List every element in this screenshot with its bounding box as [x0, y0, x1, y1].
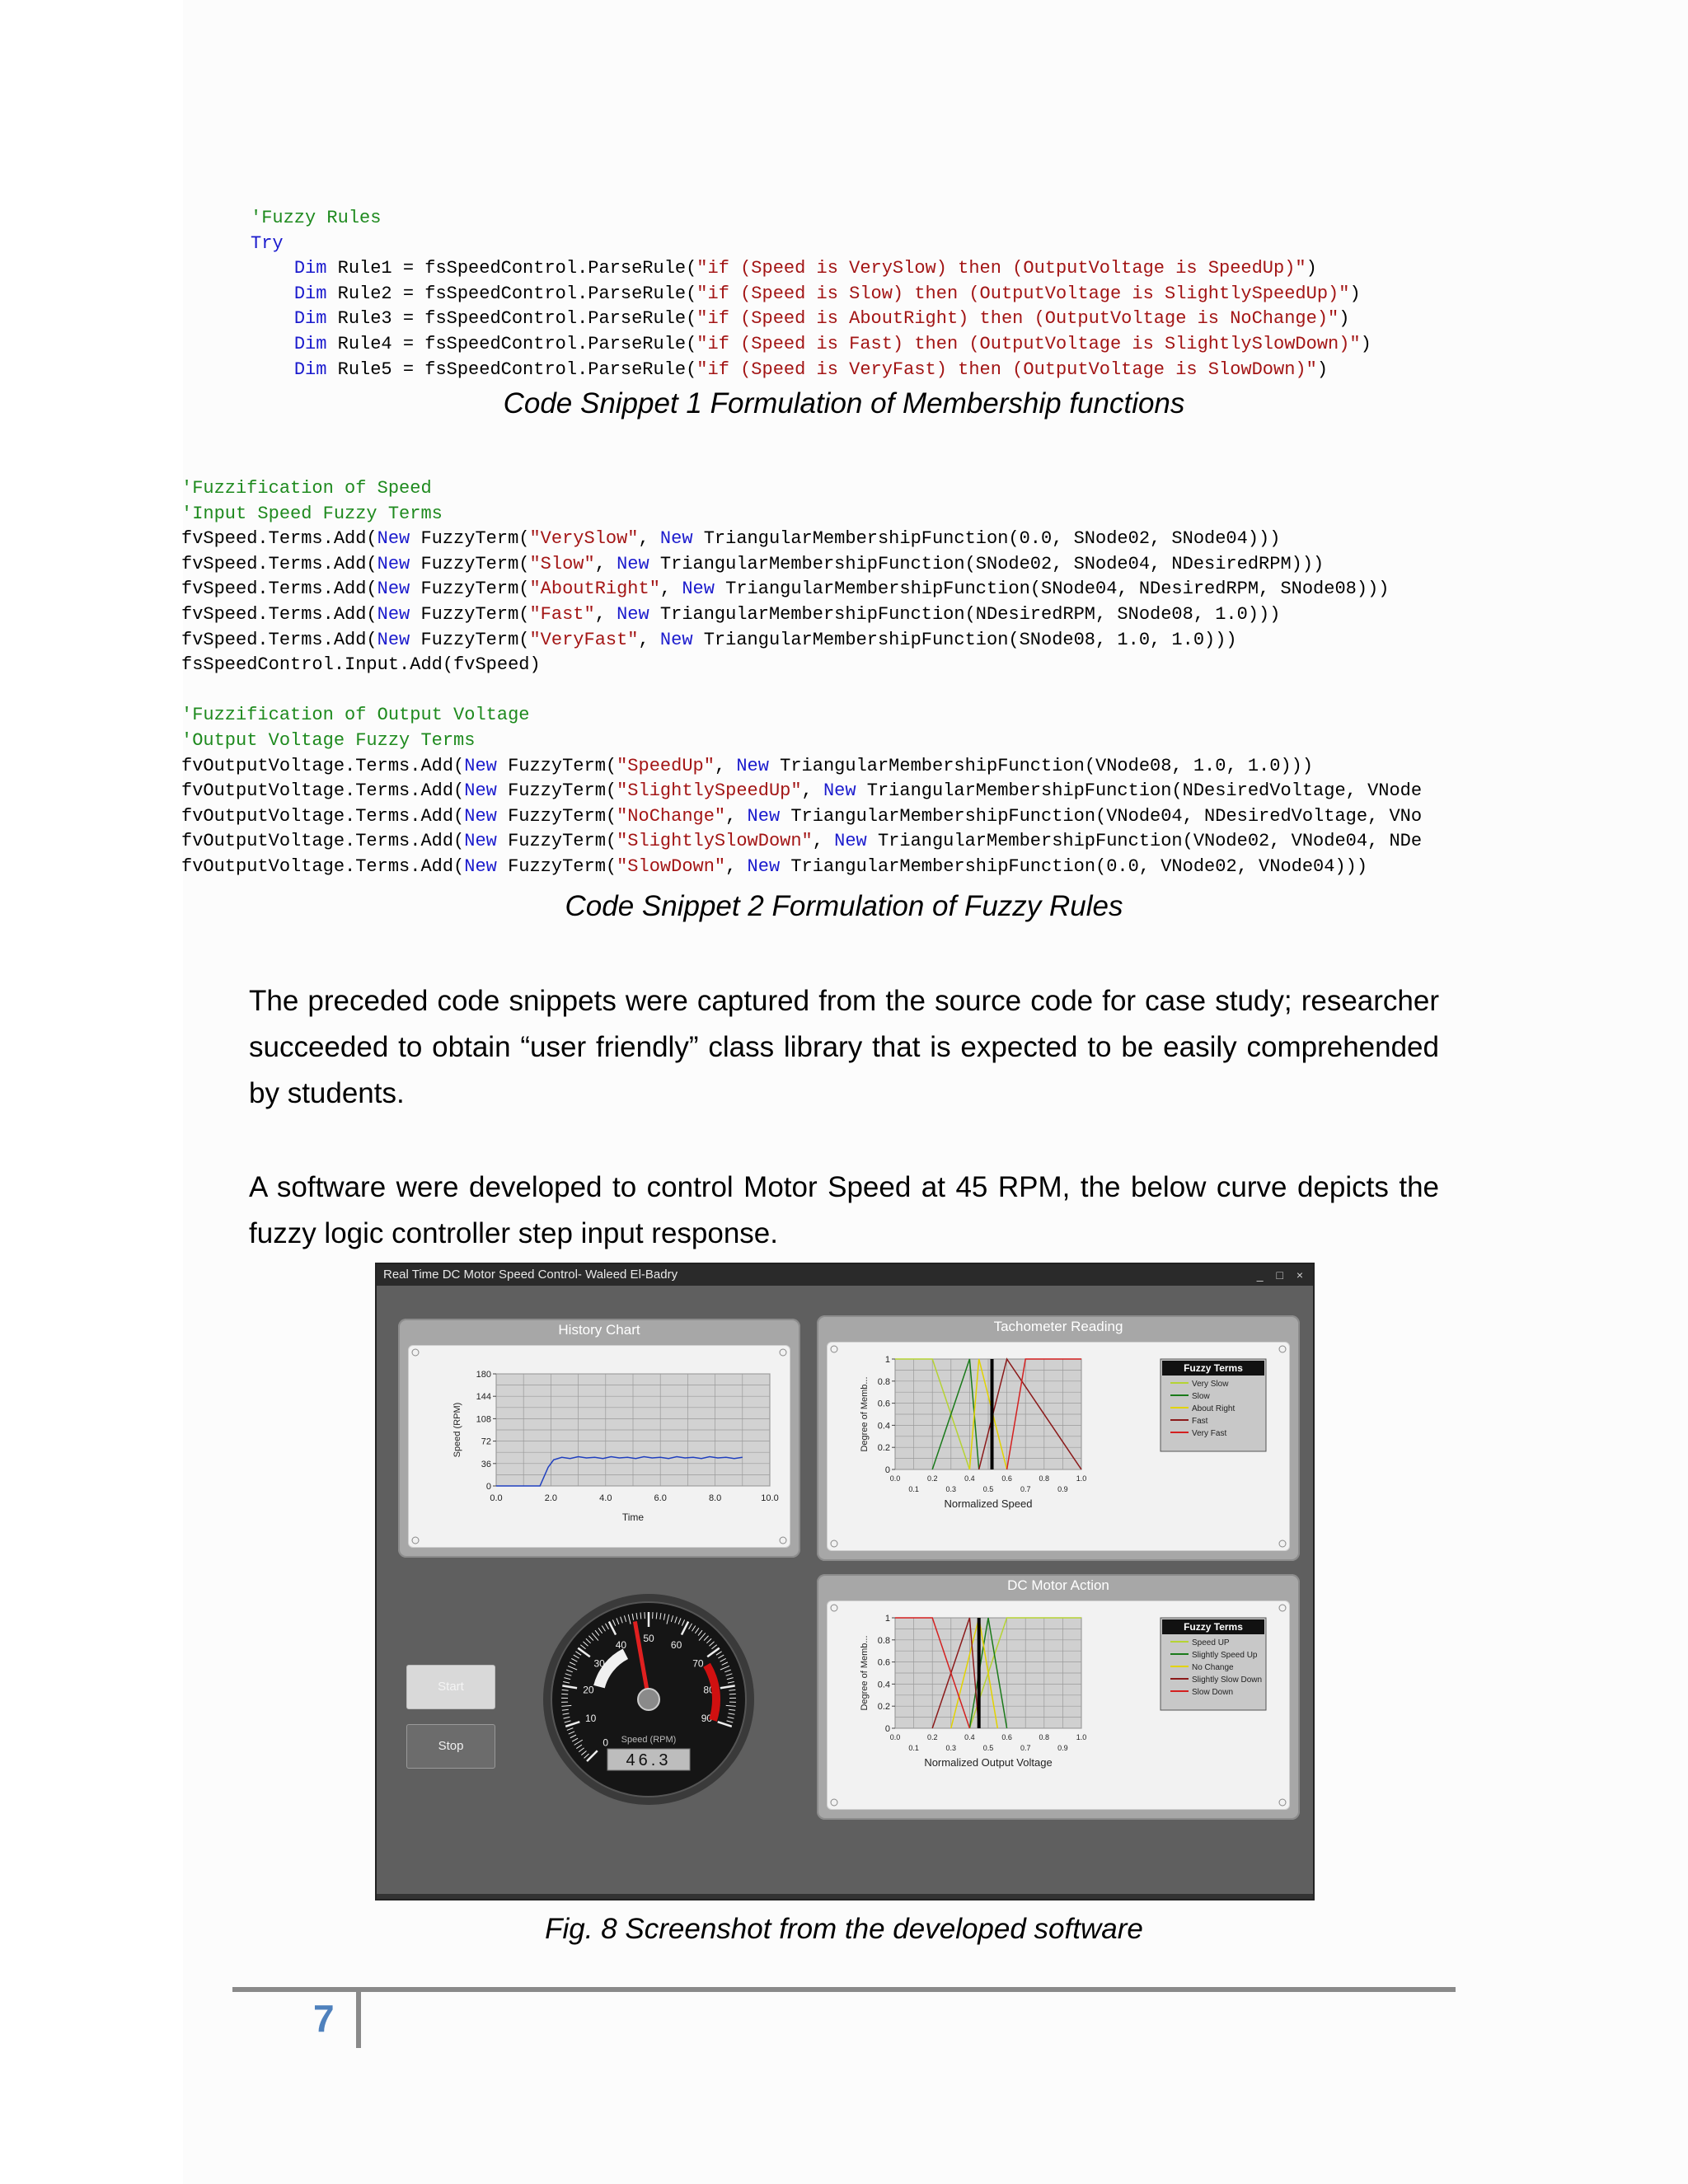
snippet1-line: [251, 282, 1372, 307]
code-indent: [251, 308, 294, 329]
code-token: New: [659, 629, 693, 650]
code-token: 'Fuzzification of Output Voltage: [181, 705, 530, 726]
gauge-tick-label: 50: [643, 1633, 654, 1644]
code-token: fvSpeed.Terms.Add(: [181, 579, 377, 600]
y-tick-label: 0.4: [877, 1680, 890, 1690]
code-token: Dim: [293, 258, 327, 279]
code-snippet-2: [181, 476, 1625, 880]
code-token: Rule3 = fsSpeedControl.ParseRule(: [326, 308, 697, 330]
code-token: TriangularMembershipFunction(SNode08, 1.0, 1.0))): [692, 629, 1237, 650]
code-token: fvOutputVoltage.Terms.Add(: [181, 805, 465, 827]
snippet1-line: [251, 358, 1372, 383]
y-tick-label: 0: [884, 1465, 890, 1475]
code-token: New: [659, 528, 693, 550]
code-indent: [251, 359, 294, 380]
x-tick-label: 8.0: [708, 1493, 722, 1503]
gauge-tick-label: 80: [703, 1684, 715, 1696]
x-axis-label: Normalized Output Voltage: [924, 1756, 1053, 1769]
code-token: ,: [594, 553, 617, 574]
code-token: TriangularMembershipFunction(0.0, SNode02, SNode04))): [692, 528, 1281, 550]
tachometer-panel-title: Tachometer Reading: [993, 1319, 1123, 1334]
x-tick-label: 0.2: [926, 1733, 938, 1741]
code-token: New: [682, 579, 715, 600]
snippet2-line: [181, 577, 1625, 602]
y-tick-label: 0: [884, 1724, 890, 1734]
y-tick-label: 72: [481, 1436, 491, 1447]
tachometer-panel-body: [827, 1342, 1290, 1551]
y-tick-label: 1: [884, 1614, 890, 1624]
y-tick-label: 0: [485, 1482, 491, 1492]
code-token: [181, 680, 192, 701]
stop-button[interactable]: Stop: [406, 1724, 495, 1769]
legend-entry: Speed UP: [1192, 1638, 1230, 1647]
snippet2-line: [181, 855, 1625, 880]
x-axis-label: Normalized Speed: [944, 1497, 1033, 1510]
x-tick-label: 10.0: [761, 1493, 779, 1503]
code-token: "Slow": [529, 553, 595, 574]
footer-rule: [232, 1987, 1456, 1992]
app-window: [375, 1263, 1315, 1900]
y-tick-label: 36: [481, 1459, 491, 1469]
y-tick-label: 1: [884, 1355, 890, 1365]
y-tick-label: 144: [476, 1392, 491, 1403]
code-token: Rule2 = fsSpeedControl.ParseRule(: [326, 283, 697, 304]
tachometer-panel: [817, 1315, 1300, 1561]
code-token: FuzzyTerm(: [496, 780, 617, 802]
screw-icon: [831, 1540, 837, 1547]
code-token: New: [464, 805, 497, 827]
code-token: New: [377, 553, 410, 574]
code-token: New: [464, 780, 497, 802]
code-token: "if (Speed is Fast) then (OutputVoltage is SlightlySlowDown)": [696, 333, 1361, 354]
code-token: ,: [714, 755, 737, 776]
app-bottom-bar: [377, 1894, 1313, 1899]
snippet2-line: [181, 779, 1625, 804]
code-token: ,: [594, 603, 617, 625]
x-tick-label: 0.4: [964, 1733, 975, 1741]
snippet2-line: [181, 829, 1625, 855]
app-title: Real Time DC Motor Speed Control- Waleed El-Badry: [383, 1268, 678, 1282]
x-tick-label: 0.9: [1057, 1744, 1068, 1752]
screw-icon: [780, 1349, 786, 1356]
x-tick-label: 0.2: [926, 1474, 938, 1483]
code-token: fvOutputVoltage.Terms.Add(: [181, 780, 465, 802]
snippet1-line: [251, 256, 1372, 282]
code-token: New: [464, 755, 497, 776]
code-token: New: [377, 528, 410, 550]
x-tick-label: 1.0: [1076, 1733, 1087, 1741]
code-snippet-1: [251, 206, 1372, 382]
code-token: "SlowDown": [617, 855, 726, 877]
gauge-tick-label: 0: [603, 1736, 609, 1749]
x-tick-label: 0.1: [908, 1744, 919, 1752]
x-tick-label: 0.1: [908, 1485, 919, 1493]
code-token: "VeryFast": [529, 629, 639, 650]
code-token: fsSpeedControl.Input.Add(fvSpeed): [181, 654, 541, 676]
gauge-tick-label: 90: [701, 1712, 713, 1724]
code-token: Rule1 = fsSpeedControl.ParseRule(: [326, 258, 697, 279]
x-tick-label: 1.0: [1076, 1474, 1087, 1483]
code-indent: [251, 284, 294, 304]
app-title-bar: [377, 1264, 1313, 1286]
code-token: New: [377, 603, 410, 625]
snippet1-line: [251, 307, 1372, 332]
code-token: New: [617, 603, 649, 625]
code-token: fvOutputVoltage.Terms.Add(: [181, 855, 465, 877]
gauge-label: Speed (RPM): [621, 1735, 677, 1745]
speed-gauge: [542, 1592, 756, 1807]
y-tick-label: 0.6: [877, 1399, 890, 1409]
snippet2-line: [181, 628, 1625, 654]
x-tick-label: 0.3: [945, 1485, 957, 1493]
code-token: TriangularMembershipFunction(SNode02, SNode04, NDesiredRPM))): [649, 553, 1325, 574]
code-token: ): [1316, 359, 1329, 380]
tachometer-chart: [828, 1343, 1289, 1550]
page-number: 7: [313, 1997, 335, 2040]
gauge-tick-label: 30: [593, 1657, 605, 1670]
y-tick-label: 0.8: [877, 1376, 890, 1387]
code-token: FuzzyTerm(: [496, 855, 617, 877]
code-token: FuzzyTerm(: [410, 603, 530, 625]
code-token: FuzzyTerm(: [410, 553, 530, 574]
code-token: ): [1339, 308, 1350, 330]
code-token: TriangularMembershipFunction(VNode02, VNode04, NDe: [866, 831, 1423, 852]
snippet2-line: [181, 653, 1625, 678]
motor-action-chart: [828, 1601, 1289, 1809]
code-token: 'Output Voltage Fuzzy Terms: [181, 729, 476, 751]
legend-entry: About Right: [1192, 1404, 1236, 1413]
code-token: New: [747, 855, 781, 877]
code-token: New: [736, 755, 769, 776]
window-controls[interactable]: _ □ ×: [1256, 1268, 1308, 1282]
legend-entry: Fast: [1192, 1417, 1208, 1426]
code-token: "if (Speed is Slow) then (OutputVoltage is SlightlySpeedUp)": [696, 283, 1350, 304]
code-token: 'Fuzzy Rules: [251, 208, 382, 228]
code-token: Rule5 = fsSpeedControl.ParseRule(: [326, 359, 697, 380]
x-tick-label: 2.0: [544, 1493, 558, 1503]
code-token: Try: [251, 232, 284, 254]
x-tick-label: 0.0: [490, 1493, 503, 1503]
code-token: Dim: [293, 308, 327, 330]
code-token: New: [823, 780, 856, 802]
snippet2-line: [181, 552, 1625, 578]
code-token: FuzzyTerm(: [410, 528, 530, 550]
x-tick-label: 0.0: [889, 1733, 901, 1741]
y-axis-label: Speed (RPM): [452, 1402, 462, 1458]
code-token: "VerySlow": [529, 528, 639, 550]
screw-icon: [412, 1537, 419, 1544]
x-tick-label: 0.5: [982, 1485, 994, 1493]
start-button[interactable]: Start: [406, 1665, 495, 1709]
snippet2-line: [181, 804, 1625, 830]
code-snippet-2-caption: Code Snippet 2 Formulation of Fuzzy Rules: [565, 890, 1123, 922]
snippet2-line: [181, 729, 1625, 754]
y-tick-label: 0.4: [877, 1421, 890, 1432]
code-token: fvSpeed.Terms.Add(: [181, 553, 377, 574]
code-token: New: [834, 831, 867, 852]
motor-panel: [817, 1574, 1300, 1820]
gauge-hub: [638, 1689, 659, 1710]
gauge-tick-label: 60: [670, 1639, 682, 1652]
code-token: ): [1360, 333, 1372, 354]
code-token: FuzzyTerm(: [496, 805, 617, 827]
history-panel-body: [408, 1345, 790, 1548]
screw-icon: [831, 1799, 837, 1806]
code-token: New: [617, 553, 649, 574]
footer-divider: [356, 1992, 361, 2048]
code-token: fvOutputVoltage.Terms.Add(: [181, 831, 465, 852]
x-tick-label: 0.4: [964, 1474, 975, 1483]
code-token: fvSpeed.Terms.Add(: [181, 629, 377, 650]
motor-panel-body: [827, 1601, 1290, 1810]
code-token: ,: [638, 528, 660, 550]
legend-entry: Very Fast: [1192, 1429, 1227, 1438]
code-token: TriangularMembershipFunction(VNode08, 1.0, 1.0))): [768, 755, 1314, 776]
screw-icon: [1279, 1540, 1286, 1547]
code-token: TriangularMembershipFunction(SNode04, NDesiredRPM, SNode08))): [714, 579, 1390, 600]
legend-entry: Slightly Speed Up: [1192, 1651, 1258, 1660]
legend-entry: No Change: [1192, 1663, 1234, 1672]
code-token: "if (Speed is AboutRight) then (OutputVoltage is NoChange)": [696, 308, 1339, 330]
y-tick-label: 108: [476, 1414, 491, 1425]
code-token: fvSpeed.Terms.Add(: [181, 528, 377, 550]
snippet2-line: [181, 703, 1625, 729]
gauge-tick-label: 70: [692, 1657, 704, 1670]
code-token: "SlightlySpeedUp": [617, 780, 802, 802]
x-tick-label: 0.0: [889, 1474, 901, 1483]
x-tick-label: 6.0: [654, 1493, 667, 1503]
code-token: FuzzyTerm(: [410, 629, 530, 650]
code-token: "NoChange": [617, 805, 726, 827]
x-tick-label: 0.9: [1057, 1485, 1068, 1493]
code-token: ,: [638, 629, 660, 650]
code-snippet-1-caption: Code Snippet 1 Formulation of Membership functions: [503, 387, 1185, 419]
x-tick-label: 0.8: [1039, 1474, 1050, 1483]
legend-entry: Slightly Slow Down: [1192, 1675, 1263, 1685]
code-token: ,: [801, 780, 823, 802]
code-token: ,: [812, 831, 835, 852]
snippet2-line: [181, 476, 1625, 502]
code-token: Dim: [293, 333, 327, 354]
code-token: "SlightlySlowDown": [617, 831, 813, 852]
y-tick-label: 0.6: [877, 1657, 890, 1668]
gauge-tick-label: 20: [583, 1684, 594, 1696]
code-token: "AboutRight": [529, 579, 660, 600]
code-token: "SpeedUp": [617, 755, 715, 776]
code-token: New: [377, 629, 410, 650]
x-tick-label: 0.7: [1020, 1744, 1031, 1752]
code-token: "Fast": [529, 603, 595, 625]
code-token: fvOutputVoltage.Terms.Add(: [181, 755, 465, 776]
x-tick-label: 4.0: [599, 1493, 612, 1503]
y-tick-label: 0.8: [877, 1635, 890, 1646]
x-tick-label: 0.5: [982, 1744, 994, 1752]
screw-icon: [831, 1605, 837, 1611]
code-token: Dim: [293, 359, 327, 380]
gauge-tick-label: 40: [615, 1639, 627, 1652]
code-token: FuzzyTerm(: [496, 755, 617, 776]
code-indent: [251, 258, 294, 279]
gauge-tick-label: 10: [584, 1712, 597, 1724]
y-axis-label: Degree of Memb...: [860, 1635, 870, 1711]
x-tick-label: 0.6: [1001, 1733, 1012, 1741]
legend-entry: Very Slow: [1192, 1380, 1229, 1389]
code-token: TriangularMembershipFunction(NDesiredRPM, SNode08, 1.0))): [649, 603, 1281, 625]
y-axis-label: Degree of Memb...: [860, 1376, 870, 1452]
code-token: ): [1349, 283, 1361, 304]
code-token: FuzzyTerm(: [496, 831, 617, 852]
body-paragraph-2: A software were developed to control Motor Speed at 45 RPM, the below curve depicts the fuzzy logic controller step input response.: [249, 1171, 1439, 1249]
snippet1-line: [251, 232, 1372, 257]
code-token: Dim: [293, 283, 327, 304]
snippet2-line: [181, 754, 1625, 780]
screw-icon: [1279, 1346, 1286, 1352]
code-token: New: [464, 855, 497, 877]
code-token: ,: [659, 579, 682, 600]
snippet2-line: [181, 602, 1625, 628]
screw-icon: [1279, 1605, 1286, 1611]
snippet1-line: [251, 332, 1372, 358]
code-token: "if (Speed is VeryFast) then (OutputVoltage is SlowDown)": [696, 359, 1317, 380]
code-token: New: [464, 831, 497, 852]
code-token: ,: [725, 805, 748, 827]
snippet2-line: [181, 678, 1625, 704]
screw-icon: [1279, 1799, 1286, 1806]
y-tick-label: 0.2: [877, 1702, 890, 1713]
gauge-readout: 46.3: [626, 1751, 672, 1769]
motor-panel-title: DC Motor Action: [1007, 1577, 1109, 1593]
code-token: Rule4 = fsSpeedControl.ParseRule(: [326, 333, 697, 354]
snippet1-line: [251, 206, 1372, 232]
code-token: TriangularMembershipFunction(VNode04, NDesiredVoltage, VNo: [780, 805, 1423, 827]
history-chart: [409, 1346, 790, 1547]
legend-entry: Slow: [1192, 1392, 1210, 1401]
code-token: New: [377, 579, 410, 600]
x-tick-label: 0.8: [1039, 1733, 1050, 1741]
body-paragraph-1: The preceded code snippets were captured from the source code for case study; researcher succeeded to obtain “user friendly” class library that is expected to be easily comprehended by students.: [249, 985, 1439, 1109]
legend-entry: Slow Down: [1192, 1688, 1234, 1697]
code-token: FuzzyTerm(: [410, 579, 530, 600]
code-token: ): [1306, 258, 1317, 279]
code-token: 'Fuzzification of Speed: [181, 478, 432, 499]
code-token: New: [747, 805, 781, 827]
y-tick-label: 0.2: [877, 1443, 890, 1454]
x-axis-label: Time: [621, 1511, 645, 1523]
screw-icon: [412, 1349, 419, 1356]
x-tick-label: 0.3: [945, 1744, 957, 1752]
code-token: "if (Speed is VerySlow) then (OutputVoltage is SpeedUp)": [696, 258, 1306, 279]
legend-title: Fuzzy Terms: [1184, 1621, 1243, 1633]
code-token: TriangularMembershipFunction(NDesiredVoltage, VNode: [856, 780, 1423, 802]
y-tick-label: 180: [476, 1370, 491, 1380]
snippet2-line: [181, 527, 1625, 552]
x-tick-label: 0.7: [1020, 1485, 1031, 1493]
code-token: fvSpeed.Terms.Add(: [181, 603, 377, 625]
code-token: 'Input Speed Fuzzy Terms: [181, 503, 443, 524]
history-panel-title: History Chart: [558, 1322, 640, 1338]
screw-icon: [780, 1537, 786, 1544]
screw-icon: [831, 1346, 837, 1352]
figure-caption: Fig. 8 Screenshot from the developed software: [545, 1913, 1143, 1945]
history-panel: [398, 1319, 800, 1558]
code-indent: [251, 334, 294, 354]
code-token: TriangularMembershipFunction(0.0, VNode02, VNode04))): [780, 855, 1368, 877]
snippet2-line: [181, 502, 1625, 527]
x-tick-label: 0.6: [1001, 1474, 1012, 1483]
legend-title: Fuzzy Terms: [1184, 1362, 1243, 1374]
code-token: ,: [725, 855, 748, 877]
